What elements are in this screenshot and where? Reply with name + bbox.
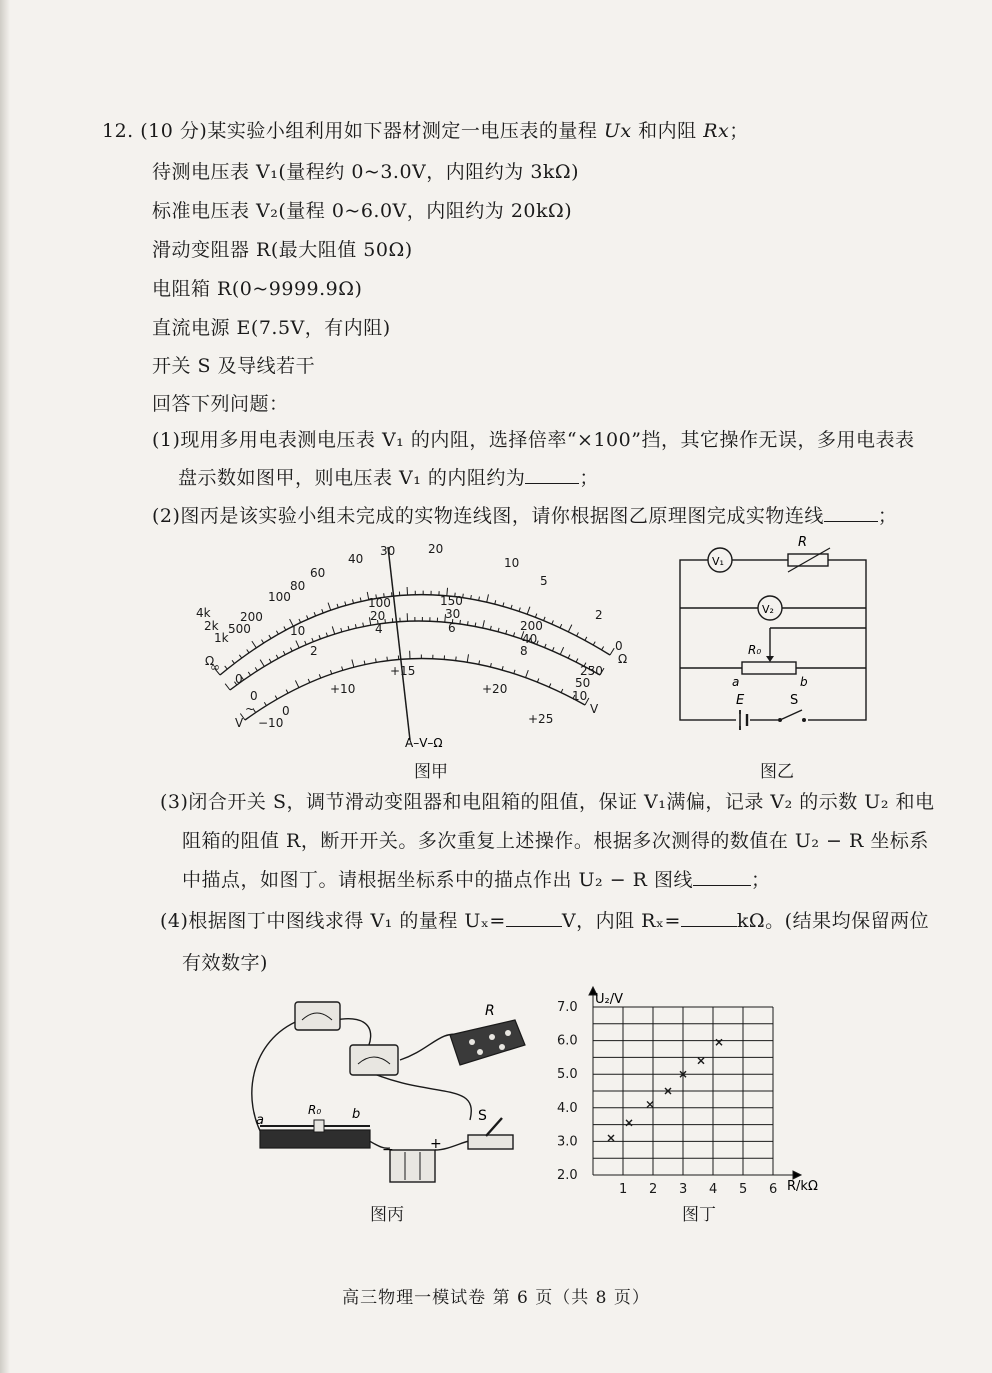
scale-tick [560, 647, 563, 654]
figure-ding-caption: 图丁 [682, 1205, 716, 1225]
dc-label: 100 [368, 596, 391, 610]
ohm-side-label: 4k [196, 606, 211, 620]
scale-tick [299, 619, 301, 623]
scale-tick [322, 609, 323, 613]
scale-tick [568, 625, 572, 632]
scale-tick [483, 620, 485, 628]
rheostat-device [260, 1130, 370, 1148]
part-4-line-2: 有效数字) [182, 952, 268, 974]
scale-tick [535, 614, 536, 618]
e-label: E [736, 693, 745, 708]
scale-tick [326, 633, 327, 637]
scale-tick [467, 654, 468, 662]
battery-device [390, 1150, 435, 1182]
circuit-outer-loop [680, 560, 866, 720]
wiring-illustration-figure [240, 990, 530, 1190]
x-tick-label: 2 [649, 1182, 658, 1197]
part-3-line-3 [182, 865, 771, 892]
scale-tick [544, 617, 546, 621]
scale-tick [296, 641, 299, 648]
question-number: 12. [102, 120, 134, 142]
y-tick-label: 7.0 [557, 1000, 578, 1015]
scale-tick [247, 650, 249, 653]
ac-label: +15 [390, 664, 416, 678]
scale-tick [305, 641, 307, 645]
scale-tick [602, 646, 604, 649]
dc-label: 2 [310, 644, 318, 658]
figure-yi-caption: 图乙 [760, 762, 794, 782]
ohm-symbol: Ω [205, 654, 215, 668]
data-point [647, 1101, 653, 1107]
equipment-item: 开关 S 及导线若干 [152, 355, 316, 377]
s-label: S [790, 693, 799, 708]
part-3-line-2: 阻箱的阻值 R，断开开关。多次重复上述操作。根据多次测得的数值在 U₂ − R 坐标系 [182, 830, 929, 852]
part-4-line-1 [160, 906, 929, 933]
scale-tick [577, 632, 579, 636]
scale-tick [330, 670, 331, 674]
scale-tick [276, 631, 278, 634]
ohm-label: 20 [428, 542, 444, 556]
scale-tick [352, 599, 353, 603]
question-stem [102, 116, 749, 143]
ohm-label: 0 [615, 639, 623, 653]
minus-label: − [382, 1142, 394, 1158]
v2-label: V₂ [762, 603, 774, 616]
dc-label: 4 [375, 622, 383, 636]
ohm-label: 40 [348, 552, 364, 566]
scale-tick [348, 626, 349, 630]
answer-prompt: 回答下列问题： [152, 393, 289, 415]
s-label: S [478, 1108, 487, 1124]
question-stem-text: 某实验小组利用如下器材测定一电压表的量程 [207, 120, 598, 142]
y-axis-label: U₂/V [595, 992, 623, 1007]
question-stem-end: ； [729, 120, 749, 142]
knob-icon [489, 1034, 495, 1040]
scale-tick [260, 660, 264, 667]
scale-tick [552, 620, 554, 624]
x-axis-arrow-icon [793, 1171, 801, 1179]
switch-device [468, 1135, 513, 1149]
meter-needle [388, 547, 410, 740]
rheostat-slider [314, 1120, 324, 1132]
scale-tick [284, 627, 286, 631]
part-1-end: ； [579, 467, 599, 489]
dc-label: 200 [520, 619, 543, 633]
scale-tick [363, 623, 364, 627]
x-tick-label: 6 [769, 1182, 778, 1197]
scale-tick [276, 655, 278, 659]
r0-label: R₀ [308, 1103, 322, 1117]
knob-icon [477, 1049, 483, 1055]
scale-tick [225, 666, 227, 669]
equipment-item: 待测电压表 V₁(量程约 0~3.0V，内阻约为 3kΩ) [152, 161, 580, 183]
scale-tick [549, 683, 551, 687]
answer-blank-2[interactable] [824, 521, 878, 522]
ohm-label: 2 [595, 608, 603, 622]
scale-tick [568, 655, 570, 659]
x-tick-label: 3 [679, 1182, 688, 1197]
scale-tick [264, 702, 266, 705]
r0-label: R₀ [748, 643, 762, 657]
ohm-side-label: 1k [214, 631, 229, 645]
scale-tick [290, 648, 292, 652]
scale-tick [585, 637, 587, 641]
wire [365, 1070, 471, 1120]
ac-volt-symbol: V [235, 716, 244, 730]
scale-tick [506, 630, 507, 634]
meter-label: A–V–Ω [405, 736, 443, 750]
ohm-scale-arc [220, 595, 610, 675]
scale-tick [252, 641, 256, 648]
scale-tick [225, 684, 230, 690]
equipment-item: 电阻箱 R(0~9999.9Ω) [152, 278, 363, 300]
scale-tick [519, 608, 520, 612]
scale-tick [560, 624, 562, 628]
b-label: b [800, 675, 808, 689]
scale-tick [269, 659, 271, 662]
voltmeter-v2-device [350, 1045, 398, 1075]
voltmeter-v1-device [295, 1002, 340, 1030]
dc-label: 250 [580, 664, 603, 678]
scale-tick [352, 659, 354, 667]
scale-tick [332, 626, 334, 634]
scale-tick [576, 659, 578, 663]
y-tick-label: 2.0 [557, 1168, 578, 1183]
scale-tick [552, 647, 554, 651]
scale-tick [511, 605, 512, 609]
knob-icon [469, 1039, 475, 1045]
scale-tick [502, 666, 503, 670]
y-tick-label: 5.0 [557, 1067, 578, 1083]
dc-label: 8 [520, 644, 528, 658]
scale-tick [526, 670, 529, 678]
page-edge [0, 0, 10, 1373]
dc-label: 20 [370, 609, 386, 623]
scale-tick [342, 667, 343, 671]
ohm-label: 30 [380, 544, 396, 558]
part-1-line-1: (1)现用多用电表测电压表 V₁ 的内阻，选择倍率“×100”挡，其它操作无误，多用电表表 [152, 429, 915, 451]
a-label: a [732, 675, 740, 689]
knob-icon [499, 1044, 505, 1050]
scale-tick [345, 602, 346, 606]
dc-label: 0 [250, 689, 258, 703]
scale-tick [337, 604, 338, 608]
scale-tick [514, 670, 515, 674]
knob-icon [505, 1030, 511, 1036]
scale-tick [319, 635, 320, 639]
ohm-label: 500 [228, 622, 251, 636]
equipment-item: 标准电压表 V₂(量程 0~6.0V，内阻约为 20kΩ) [152, 200, 573, 222]
ac-label: +25 [528, 712, 554, 726]
scale-tick [495, 600, 496, 604]
ohm-label: 10 [504, 556, 520, 570]
scale-tick [610, 648, 614, 655]
multimeter-dial-figure [190, 535, 640, 765]
ac-label: +10 [330, 682, 356, 696]
scale-tick [479, 660, 480, 664]
part-2 [152, 501, 897, 528]
answer-blank-5[interactable] [681, 926, 737, 927]
scale-tick [269, 635, 271, 638]
page-footer: 高三物理一模试卷 第 6 页（共 8 页） [342, 1288, 650, 1308]
v1-label: V₁ [712, 555, 724, 568]
scale-tick [286, 690, 288, 694]
question-stem-mid: 和内阻 [638, 120, 697, 142]
ohm-label: 100 [268, 590, 291, 604]
equipment-item: 滑动变阻器 R(最大阻值 50Ω) [152, 239, 413, 261]
scale-tick [467, 621, 468, 625]
dc-label: 40 [522, 632, 538, 646]
part-2-end: ； [877, 505, 898, 527]
y-tick-label: 4.0 [557, 1100, 578, 1116]
part-4-text-c: kΩ。(结果均保留两位 [736, 910, 930, 932]
part-3-text: 中描点，如图丁。请根据坐标系中的描点作出 U₂ − R 图线 [182, 869, 694, 891]
scale-tick [328, 603, 331, 611]
u2-r-chart [555, 985, 835, 1200]
dc-label: 30 [445, 607, 461, 621]
volt-symbol: V [590, 702, 599, 716]
scale-tick [275, 696, 277, 699]
scale-tick [503, 602, 504, 606]
question-points: (10 分) [140, 120, 208, 142]
x-axis-label: R/kΩ [787, 1179, 818, 1194]
scale-tick [490, 626, 491, 630]
scale-tick [376, 658, 377, 662]
scale-tick [248, 672, 250, 675]
data-point [698, 1058, 704, 1064]
scale-tick [314, 612, 316, 616]
dc-scale-arc [230, 621, 600, 690]
answer-blank-4[interactable] [506, 926, 562, 927]
part-3-line-1: (3)闭合开关 S，调节滑动变阻器和电阻箱的阻值，保证 V₁满偏，记录 V₂ 的示数 U₂ 和电 [160, 791, 935, 813]
part-3-end: ； [751, 869, 771, 891]
circuit-diagram-figure [670, 530, 880, 730]
figure-bing-caption: 图丙 [370, 1205, 404, 1225]
dc-label: 150 [440, 594, 463, 608]
figure-jia-caption: 图甲 [414, 762, 448, 782]
x-tick-label: 4 [709, 1182, 718, 1197]
scale-tick [239, 655, 241, 658]
part-2-text: (2)图丙是该实验小组未完成的实物连线图，请你根据图乙原理图完成实物连线 [152, 505, 824, 527]
scale-tick [471, 595, 472, 599]
scale-tick [355, 624, 356, 628]
answer-blank-1[interactable] [525, 483, 579, 484]
a-label: a [256, 1113, 264, 1128]
scale-tick [360, 598, 361, 602]
scale-tick [232, 660, 234, 663]
switch-lever-icon [486, 1118, 502, 1136]
scale-tick [341, 628, 342, 632]
x-tick-label: 5 [739, 1182, 748, 1197]
part-4-text-b: V，内阻 Rₓ= [561, 910, 681, 932]
ohm-symbol: Ω [618, 652, 628, 666]
rx-symbol: Rx [703, 120, 730, 142]
scale-tick [498, 628, 499, 632]
ac-label: +20 [482, 682, 508, 696]
scale-tick [283, 651, 285, 655]
ux-symbol: Ux [603, 120, 632, 142]
ac-label: 0 [282, 704, 290, 718]
answer-blank-3[interactable] [693, 885, 751, 886]
rheostat-icon [742, 662, 796, 674]
dc-label: 0 [235, 672, 243, 686]
scale-tick [319, 674, 320, 678]
scale-tick [593, 642, 595, 645]
ohm-label: 200 [240, 610, 263, 624]
dc-label: 10 [290, 624, 306, 638]
scale-tick [387, 657, 388, 661]
plus-label: + [430, 1136, 442, 1152]
scale-tick [261, 640, 263, 643]
scale-tick [527, 607, 530, 615]
ohm-label: ∞ [210, 660, 220, 674]
ohm-label: 5 [540, 574, 548, 588]
scale-tick [545, 644, 547, 648]
scale-tick [312, 638, 313, 642]
dc-label: 10 [572, 689, 588, 703]
scale-tick [487, 594, 489, 602]
ohm-label: 80 [290, 579, 306, 593]
data-point [608, 1135, 614, 1141]
resistance-box-device [450, 1020, 525, 1065]
x-tick-label: 1 [619, 1182, 628, 1197]
scale-tick [513, 632, 514, 636]
scale-tick [255, 667, 257, 670]
r-label: R [485, 1003, 495, 1019]
scale-tick [537, 678, 538, 682]
scale-tick [308, 679, 310, 683]
scale-tick [295, 680, 298, 687]
equipment-item: 直流电源 E(7.5V，有内阻) [152, 317, 391, 339]
ac-symbol: ~ [245, 702, 256, 716]
part-4-text-a: (4)根据图丁中图线求得 V₁ 的量程 Uₓ= [160, 910, 506, 932]
dc-label: 6 [448, 621, 456, 635]
y-tick-label: 3.0 [557, 1134, 578, 1150]
scale-tick [307, 615, 309, 619]
dc-label: 50 [575, 676, 591, 690]
y-tick-label: 6.0 [557, 1033, 578, 1049]
scale-tick [490, 663, 491, 667]
ac-label: −10 [258, 716, 284, 730]
b-label: b [352, 1107, 361, 1122]
ohm-label: 60 [310, 566, 326, 580]
ohm-side-label: 2k [204, 619, 219, 633]
scale-tick [561, 689, 563, 693]
slider-arrow-icon [766, 656, 774, 662]
r-label: R [798, 535, 808, 550]
part-1-line-2 [178, 463, 599, 490]
part-1-text: 盘示数如图甲，则电压表 V₁ 的内阻约为 [178, 467, 526, 489]
scale-tick [364, 661, 365, 665]
